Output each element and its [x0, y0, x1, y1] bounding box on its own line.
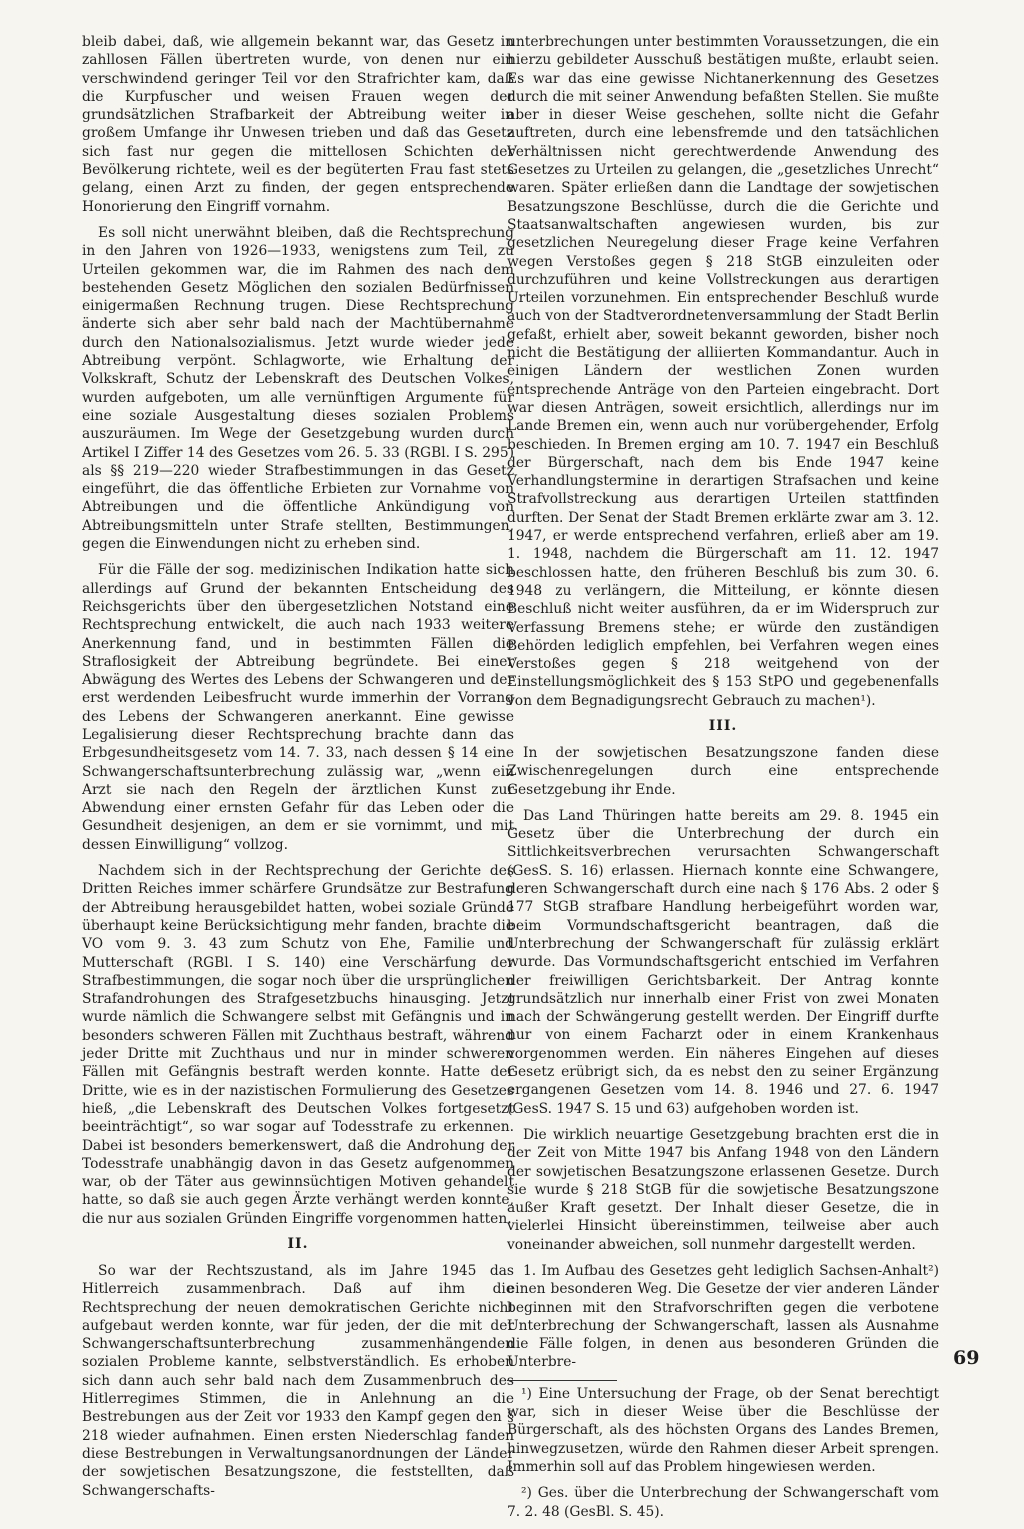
right-column [507, 33, 939, 1529]
page-number: 69 [953, 1347, 980, 1369]
paragraph: Nachdem sich in der Rechtsprechung der Gerichte des Dritten Reiches immer schärfere Grundsätze zur Bestrafung der Abtreibung herausgebildet hatten, wobei soziale Gründe überhaupt keine Berücksichtigung mehr fanden, brachte die VO vom 9. 3. 43 zum Schutz von Ehe, Familie und Mutterschaft (RGBl. I S. 140) eine Verschärfung der Strafbestimmungen, die sogar noch über die ursprünglichen Strafandrohungen des Strafgesetzbuchs hinausging. Jetzt wurde nämlich die Schwangere selbst mit Gefängnis und in besonders schweren Fällen mit Zuchthaus bestraft, während jeder Dritte mit Zuchthaus und nur in minder schweren Fällen mit Gefängnis bestraft werden konnte. Hatte der Dritte, wie es in der nazistischen Formulierung des Gesetzes hieß, „die Lebenskraft des Deutschen Volkes fortgesetzt beeinträchtigt“, so war sogar auf Todesstrafe zu erkennen. Dabei ist besonders bemerkenswert, daß die Androhung der Todesstrafe unabhängig davon in das Gesetz aufgenommen war, ob der Täter aus gewinnsüchtigen Motiven gehandelt hatte, so daß sie auch gegen Ärzte verhängt werden konnte, die nur aus sozialen Gründen Eingriffe vorgenommen hatten. [82, 863, 514, 1227]
paragraph: Die wirklich neuartige Gesetzgebung brachten erst die in der Zeit von Mitte 1947 bis Anfang 1948 von den Ländern der sowjetischen Besatzungszone erlassenen Gesetze. Durch sie wurde § 218 StGB für die sowjetische Besatzungszone außer Kraft gesetzt. Der Inhalt dieser Gesetze, die in vielerlei Hinsicht übereinstimmen, teilweise aber auch voneinander abweichen, soll nunmehr dargestellt werden. [507, 1126, 939, 1253]
paragraph: Für die Fälle der sog. medizinischen Indikation hatte sich allerdings auf Grund der bekannten Entscheidung des Reichsgerichts über den übergesetzlichen Notstand eine Rechtsprechung entwickelt, die auch nach 1933 weitere Anerkennung fand, und in bestimmten Fällen die Straflosigkeit der Abtreibung begründete. Bei einer Abwägung des Wertes des Lebens der Schwangeren und der erst werdenden Leibesfrucht wurde immerhin der Vorrang des Lebens der Schwangeren anerkannt. Eine gewisse Legalisierung dieser Rechtsprechung brachte dann das Erbgesundheitsgesetz vom 14. 7. 33, nach dessen § 14 eine Schwangerschaftsunterbrechung zulässig war, „wenn ein Arzt sie nach den Regeln der ärztlichen Kunst zur Abwendung einer ernsten Gefahr für das Leben oder die Gesundheit desjenigen, an dem er sie vornimmt, und mit dessen Einwilligung“ vollzog. [82, 562, 514, 853]
paragraph: In der sowjetischen Besatzungszone fanden diese Zwischenregelungen durch eine entsprechende Gesetzgebung ihr Ende. [507, 744, 939, 798]
paragraph: Es soll nicht unerwähnt bleiben, daß die Rechtsprechung in den Jahren von 1926—1933, wenigstens zum Teil, zu Urteilen gekommen war, die im Rahmen des nach dem bestehenden Gesetz Möglichen den sozialen Bedürfnissen einigermaßen Rechnung trugen. Diese Rechtsprechung änderte sich aber sehr bald nach der Machtübernahme durch den Nationalsozialismus. Jetzt wurde wieder jede Abtreibung verpönt. Schlagworte, wie Erhaltung der Volkskraft, Schutz der Lebenskraft des Deutschen Volkes, wurden aufgeboten, um alle vernünftigen Argumente für eine soziale Ausgestaltung dieses sozialen Problems auszuräumen. Im Wege der Gesetzgebung wurden durch Artikel I Ziffer 14 des Gesetzes vom 26. 5. 33 (RGBl. I S. 295) als §§ 219—220 wieder Strafbestimmungen in das Gesetz eingeführt, die das öffentliche Erbieten zur Vornahme von Abtreibungen und die öffentliche Ankündigung von Abtreibungsmitteln unter Strafe stellten, Bestimmungen, gegen die Einwendungen nicht zu erheben sind. [82, 224, 514, 553]
footnote-divider [507, 1380, 617, 1381]
paragraph: 1. Im Aufbau des Gesetzes geht lediglich Sachsen-Anhalt²) einen besonderen Weg. Die Gesetze der vier anderen Länder beginnen mit den Strafvorschriften gegen die verbotene Unterbrechung der Schwangerschaft, lassen als Ausnahme die Fälle folgen, in denen aus besonderen Gründen die Unterbre- [507, 1263, 939, 1371]
paragraph: unterbrechungen unter bestimmten Voraussetzungen, die ein hierzu gebildeter Ausschuß bestätigen mußte, erlaubt seien. Es war das eine gewisse Nichtanerkennung des Gesetzes durch die mit seiner Anwendung befaßten Stellen. Sie mußte aber in dieser Weise geschehen, sollte nicht die Gefahr auftreten, durch eine lebensfremde und den tatsächlichen Verhältnissen nicht gerechtwerdende Anwendung des Gesetzes zu Urteilen zu gelangen, die „gesetzliches Unrecht“ waren. Später erließen dann die Landtage der sowjetischen Besatzungszone Beschlüsse, durch die die Gerichte und Staatsanwaltschaften angewiesen wurden, bis zur gesetzlichen Neuregelung dieser Frage keine Verfahren wegen Verstoßes gegen § 218 StGB einzuleiten oder durchzuführen und keine Vollstreckungen aus derartigen Urteilen vorzunehmen. Ein entsprechender Beschluß wurde auch von der Stadtverordnetenversammlung der Stadt Berlin gefaßt, erhielt aber, soweit bekannt geworden, bisher noch nicht die Bestätigung der alliierten Kommandantur. Auch in einigen Ländern der westlichen Zonen wurden entsprechende Anträge von den Parteien eingebracht. Dort war diesen Anträgen, soweit ersichtlich, allerdings nur im Lande Bremen ein, wenn auch nur vorübergehender, Erfolg beschieden. In Bremen erging am 10. 7. 1947 ein Beschluß der Bürgerschaft, nach dem bis Ende 1947 keine Verhandlungstermine in derartigen Strafsachen und keine Strafvollstreckung aus derartigen Urteilen stattfinden durften. Der Senat der Stadt Bremen erklärte zwar am 3. 12. 1947, er werde entsprechend verfahren, erließ aber am 19. 1. 1948, nachdem die Bürgerschaft am 11. 12. 1947 beschlossen hatte, den früheren Beschluß bis zum 30. 6. 1948 zu verlängern, die Mitteilung, er könnte diesen Beschluß nicht weiter ausführen, da er im Widerspruch zur Verfassung Bremens stehe; er würde den zuständigen Behörden lediglich empfehlen, bei Verfahren wegen eines Verstoßes gegen § 218 weitgehend von der Einstellungsmöglichkeit des § 153 StPO und gegebenenfalls von dem Begnadigungsrecht Gebrauch zu machen¹). [507, 34, 939, 709]
section-heading-iii: III. [708, 717, 738, 734]
left-column [82, 33, 514, 1508]
paragraph: So war der Rechtszustand, als im Jahre 1945 das Hitlerreich zusammenbrach. Daß auf ihm die Rechtsprechung der neuen demokratischen Gerichte nicht aufgebaut werden konnte, war für jeden, der die mit der Schwangerschaftsunterbrechung zusammenhängenden sozialen Probleme kannte, selbstverständlich. Es erhoben sich dann auch sehr bald nach dem Zusammenbruch des Hitlerregimes Stimmen, die in Anlehnung an die Bestrebungen aus der Zeit vor 1933 den Kampf gegen den § 218 wieder aufnahmen. Einen ersten Niederschlag fanden diese Bestrebungen in Verwaltungsanordnungen der Länder der sowjetischen Besatzungszone, die feststellten, daß Schwangerschafts- [82, 1263, 514, 1499]
footnote: ²) Ges. über die Unterbrechung der Schwangerschaft vom 7. 2. 48 (GesBl. S. 45). [507, 1485, 939, 1520]
paragraph: bleib dabei, daß, wie allgemein bekannt war, das Gesetz in zahllosen Fällen übertreten wurde, von denen nur ein verschwindend geringer Teil vor den Strafrichter kam, daß die Kurpfuscher und weisen Frauen wegen der grundsätzlichen Strafbarkeit der Abtreibung weiter in großem Umfange ihr Unwesen trieben und daß das Gesetz sich fast nur gegen die mittellosen Schichten der Bevölkerung richtete, weil es der begüterten Frau fast stets gelang, einen Arzt zu finden, der gegen entsprechende Honorierung den Eingriff vornahm. [82, 34, 514, 215]
footnote: ¹) Eine Untersuchung der Frage, ob der Senat berechtigt war, sich in dieser Weise über die Beschlüsse der Bürgerschaft, als des höchsten Organs des Landes Bremen, hinwegzusetzen, würde den Rahmen dieser Arbeit sprengen. Immerhin soll auf das Problem hingewiesen werden. [507, 1385, 939, 1475]
section-heading-ii: II. [287, 1236, 309, 1252]
paragraph: Das Land Thüringen hatte bereits am 29. 8. 1945 ein Gesetz über die Unterbrechung der durch ein Sittlichkeitsverbrechen verursachten Schwangerschaft (GesS. S. 16) erlassen. Hiernach konnte eine Schwangere, deren Schwangerschaft durch eine nach § 176 Abs. 2 oder § 177 StGB strafbare Handlung herbeigeführt worden war, beim Vormundschaftsgericht beantragen, daß die Unterbrechung der Schwangerschaft für zulässig erklärt wurde. Das Vormundschaftsgericht entschied im Verfahren der freiwilligen Gerichtsbarkeit. Der Antrag konnte grundsätzlich nur innerhalb einer Frist von zwei Monaten nach der Schwängerung gestellt werden. Der Eingriff durfte nur von einem Facharzt oder in einem Krankenhaus vorgenommen werden. Ein näheres Eingehen auf dieses Gesetz erübrigt sich, da es nebst den zu seiner Ergänzung ergangenen Gesetzen vom 14. 8. 1946 und 27. 6. 1947 (GesS. 1947 S. 15 und 63) aufgehoben worden ist. [507, 807, 939, 1117]
